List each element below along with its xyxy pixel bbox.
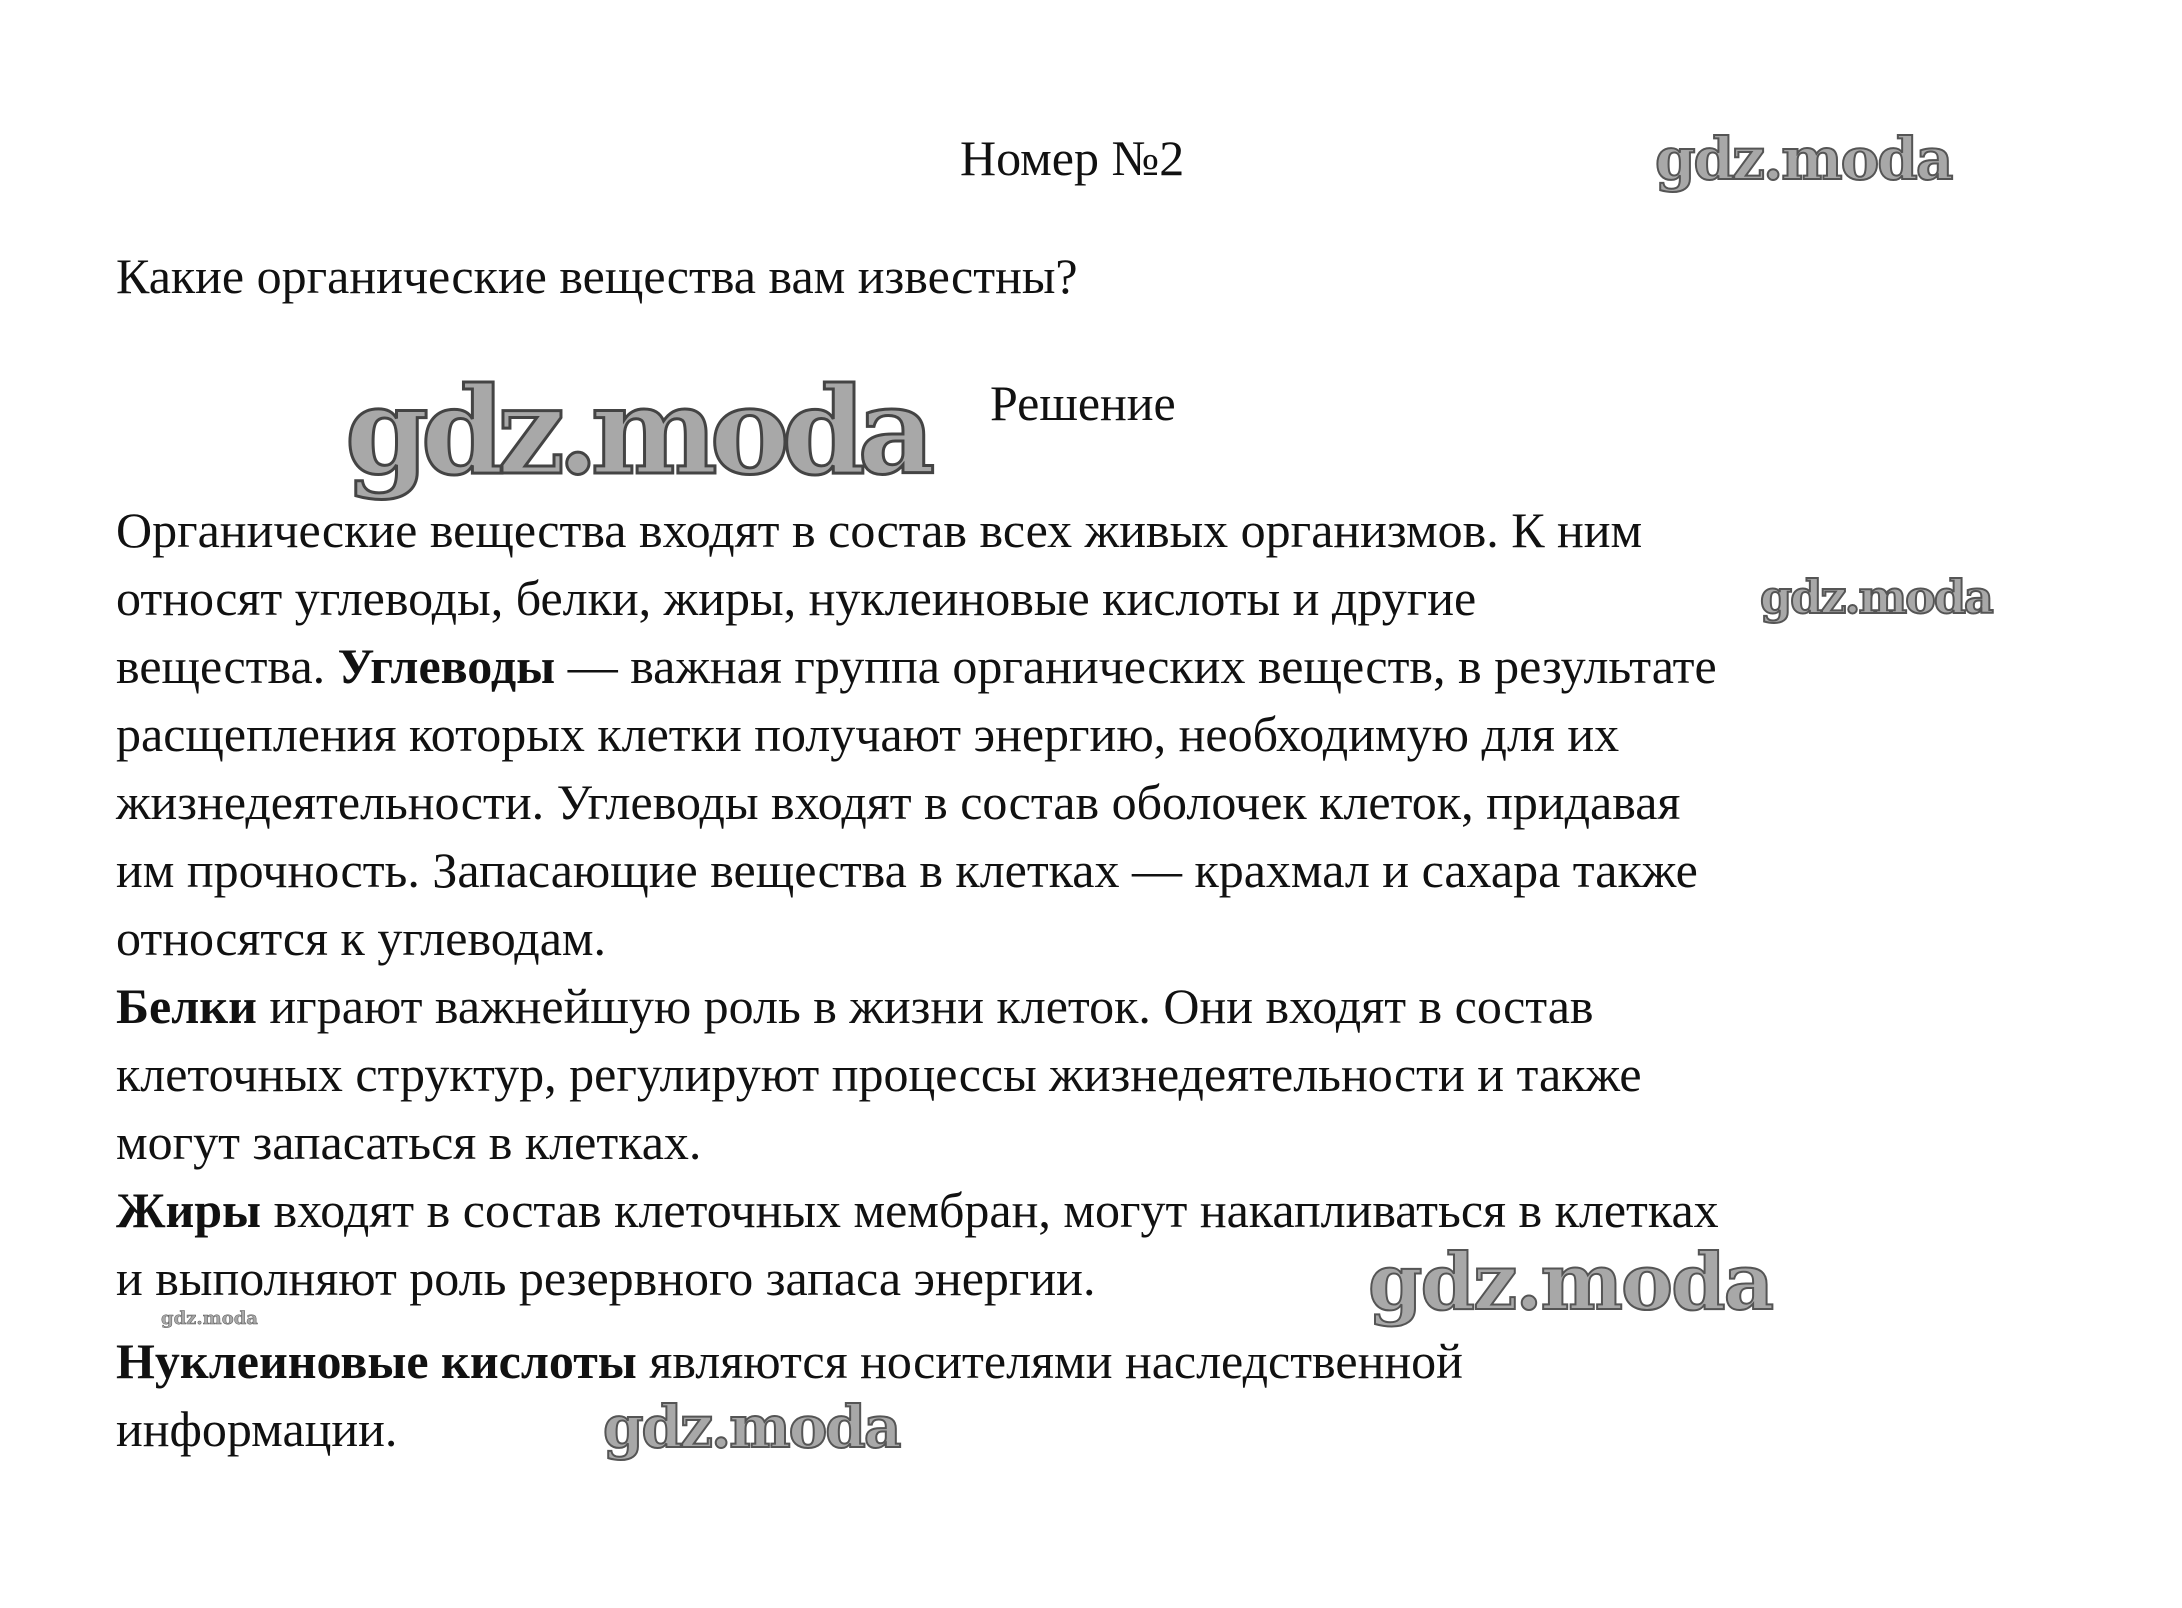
solution-label: Решение: [990, 375, 1176, 431]
answer-line: им прочность. Запасающие вещества в клетках — крахмал и сахара также: [116, 842, 1698, 898]
watermark: gdz.moda: [603, 1393, 900, 1461]
answer-line: информации.: [116, 1401, 398, 1457]
answer-line: расщепления которых клетки получают энергию, необходимую для их: [116, 706, 1620, 762]
answer-line: относят углеводы, белки, жиры, нуклеиновые кислоты и другие: [116, 570, 1477, 626]
answer-line: клеточных структур, регулируют процессы жизнедеятельности и также: [116, 1046, 1642, 1102]
watermark: gdz.moda: [345, 361, 928, 502]
watermark: gdz.moda: [161, 1308, 258, 1329]
watermark: gdz.moda: [1368, 1237, 1773, 1328]
page-title: Номер №2: [960, 130, 1185, 186]
answer-line: Нуклеиновые кислоты являются носителями наследственной: [116, 1333, 1463, 1389]
answer-line: и выполняют роль резервного запаса энергии.: [116, 1250, 1096, 1306]
answer-line: относятся к углеводам.: [116, 910, 607, 966]
watermark: gdz.moda: [1760, 570, 1992, 624]
watermark: gdz.moda: [1655, 125, 1952, 193]
answer-line: Белки играют важнейшую роль в жизни клеток. Они входят в состав: [116, 978, 1594, 1034]
answer-line: вещества. Углеводы — важная группа органических веществ, в результате: [116, 638, 1717, 694]
answer-line: Жиры входят в состав клеточных мембран, могут накапливаться в клетках: [116, 1182, 1719, 1238]
answer-line: жизнедеятельности. Углеводы входят в состав оболочек клеток, придавая: [116, 774, 1681, 830]
answer-line: могут запасаться в клетках.: [116, 1114, 702, 1170]
answer-line: Органические вещества входят в состав всех живых организмов. К ним: [116, 502, 1643, 558]
question: Какие органические вещества вам известны?: [116, 248, 1078, 304]
